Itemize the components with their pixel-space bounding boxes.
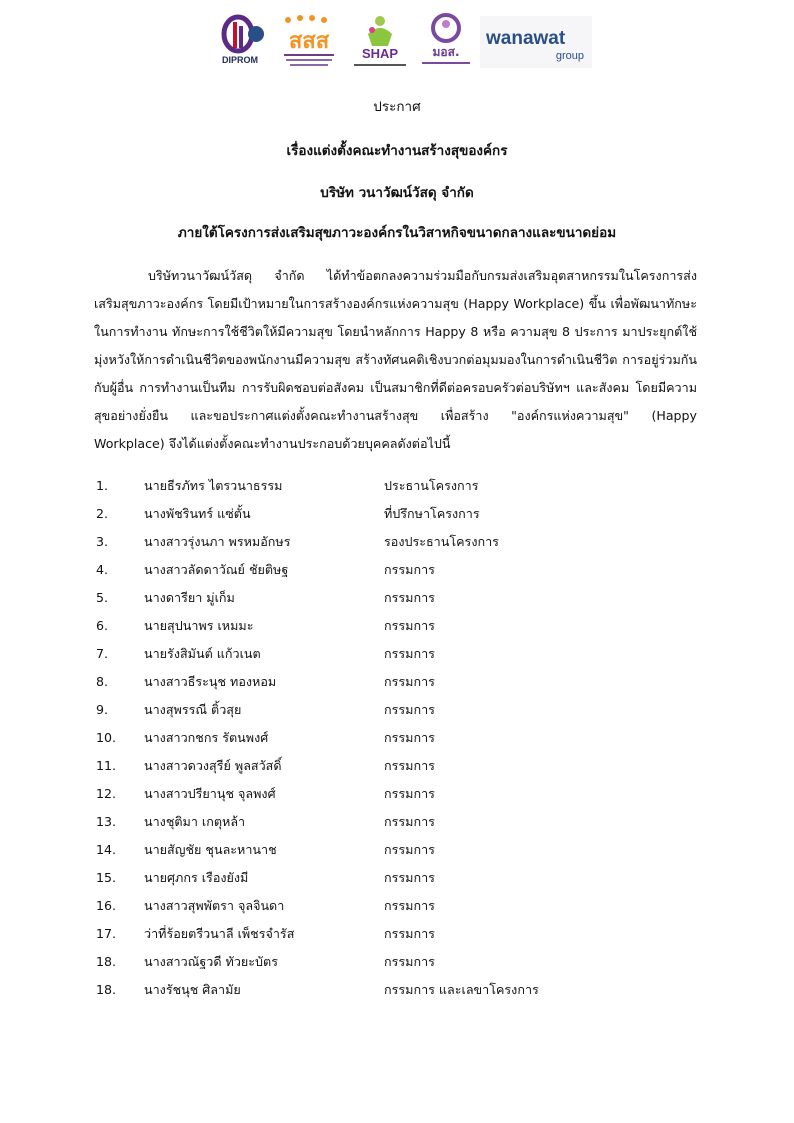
member-role: กรรมการ — [384, 926, 435, 941]
member-number: 18. — [96, 954, 117, 969]
member-row — [96, 472, 716, 500]
announcement-heading: ประกาศ — [373, 99, 421, 115]
wanawat-logo-subtext: group — [555, 50, 584, 62]
member-name: นายธีรภัทร ไตรวนาธรรม — [144, 478, 283, 493]
member-name: นางสาวดวงสุรีย์ พูลสวัสดิ์ — [144, 758, 282, 773]
member-role: กรรมการ — [384, 702, 435, 717]
member-name: นางสาวปรียานุช จุลพงศ์ — [144, 786, 276, 801]
member-name: นายสุปนาพร เหมมะ — [144, 618, 254, 633]
member-name: นางสาวณัฐวดี ทัวยะบัตร — [144, 954, 278, 969]
member-role: ประธานโครงการ — [384, 478, 479, 493]
member-row — [96, 500, 716, 528]
member-number: 3. — [96, 534, 109, 549]
member-number: 17. — [96, 926, 117, 941]
member-name: นางสาวสุพพัตรา จุลจินดา — [144, 898, 285, 913]
member-number: 4. — [96, 562, 109, 577]
member-role: กรรมการ — [384, 618, 435, 633]
member-role: กรรมการ — [384, 674, 435, 689]
member-role: กรรมการ — [384, 870, 435, 885]
member-number: 9. — [96, 702, 109, 717]
member-role: กรรมการ — [384, 954, 435, 969]
body-paragraph: บริษัทวนาวัฒน์วัสดุ จำกัด ได้ทำข้อตกลงความร่วมมือกับกรมส่งเสริมอุตสาหกรรมในโครงการส่งเสริมสุขภาวะองค์กร โดยมีเป้าหมายในการสร้างองค์กรแห่งความสุข (Happy Workplace) ขึ้น เพื่อพัฒนาทักษะในการทำงาน ทักษะการใช้ชีวิตให้มีความสุข โดยนำหลักการ Happy 8 หรือ ความสุข 8 ประการ มาประยุกต์ใช้ มุ่งหวังให้การดำเนินชีวิตของพนักงานมีความสุข สร้างทัศนคติเชิงบวกต่อมุมมองในการดำเนินชีวิต การอยู่ร่วมกันกับผู้อื่น การทำงานเป็นทีม การรับผิดชอบต่อสังคม เป็นสมาชิกที่ดีต่อครอบครัวต่อบริษัทฯ และสังคม โดยมีความสุขอย่างยั่งยืน และขอประกาศแต่งตั้งคณะทำงานสร้างสุข เพื่อสร้าง "องค์กรแห่งความสุข" (Happy Workplace) จึงได้แต่งตั้งคณะทำงานประกอบด้วยบุคคลดังต่อไปนี้ — [94, 268, 697, 451]
member-number: 6. — [96, 618, 109, 633]
member-name: นางสาวธีระนุช ทองหอม — [144, 674, 277, 689]
member-row — [96, 612, 716, 640]
member-number: 2. — [96, 506, 109, 521]
diprom-logo — [218, 12, 268, 72]
member-number: 10. — [96, 730, 117, 745]
shap-logo-text: SHAP — [361, 46, 399, 61]
member-role: กรรมการ — [384, 786, 435, 801]
member-role: กรรมการ — [384, 898, 435, 913]
subject-heading: เรื่องแต่งตั้งคณะทำงานสร้างสุของค์กร — [286, 143, 508, 159]
project-heading: ภายใต้โครงการส่งเสริมสุขภาวะองค์กรในวิสาหกิจขนาดกลางและขนาดย่อม — [177, 225, 617, 241]
member-role: กรรมการ และเลขาโครงการ — [384, 982, 539, 997]
company-heading: บริษัท วนาวัฒน์วัสดุ จำกัด — [320, 185, 474, 201]
member-row — [96, 864, 716, 892]
member-row — [96, 920, 716, 948]
member-name: นางชุติมา เกตุหล้า — [144, 814, 246, 829]
member-name: นางสาวลัดดาวัณย์ ชัยติษฐ — [144, 562, 289, 577]
member-role: กรรมการ — [384, 814, 435, 829]
member-row — [96, 668, 716, 696]
member-number: 18. — [96, 982, 117, 997]
member-number: 15. — [96, 870, 117, 885]
member-row — [96, 892, 716, 920]
mos-logo — [418, 12, 474, 72]
member-name: นายศุภกร เรืองยังมี — [144, 870, 249, 885]
member-role: กรรมการ — [384, 730, 435, 745]
member-number: 16. — [96, 898, 117, 913]
member-row — [96, 724, 716, 752]
member-row — [96, 976, 716, 1004]
member-role: กรรมการ — [384, 758, 435, 773]
member-name: นายสัญชัย ชุนละหานาช — [144, 842, 277, 857]
member-name: นางรัชนุช ศิลามัย — [144, 982, 241, 997]
member-name: นายรังสิมันต์ แก้วเนต — [144, 646, 261, 661]
member-name: นางสาวรุ่งนภา พรหมอักษร — [144, 534, 291, 549]
member-row — [96, 752, 716, 780]
wanawat-logo — [480, 12, 592, 72]
member-role: ที่ปรึกษาโครงการ — [384, 506, 480, 521]
member-row — [96, 640, 716, 668]
member-number: 12. — [96, 786, 117, 801]
member-role: กรรมการ — [384, 590, 435, 605]
member-row — [96, 528, 716, 556]
member-role: รองประธานโครงการ — [384, 534, 499, 549]
member-name: นางพัชรินทร์ แซ่ตั้น — [144, 506, 251, 521]
member-number: 5. — [96, 590, 109, 605]
member-number: 8. — [96, 674, 109, 689]
member-role: กรรมการ — [384, 646, 435, 661]
member-list — [96, 472, 716, 1004]
member-row — [96, 556, 716, 584]
wanawat-logo-text: wanawat — [486, 28, 566, 49]
member-name: นางดารียา มู่เก็ม — [144, 590, 235, 605]
member-row — [96, 780, 716, 808]
member-role: กรรมการ — [384, 842, 435, 857]
member-number: 14. — [96, 842, 117, 857]
member-row — [96, 808, 716, 836]
member-number: 7. — [96, 646, 109, 661]
member-row — [96, 948, 716, 976]
member-row — [96, 584, 716, 612]
member-number: 1. — [96, 478, 109, 493]
member-row — [96, 836, 716, 864]
member-number: 13. — [96, 814, 117, 829]
sss-logo-text: สสส — [288, 29, 330, 54]
member-name: นางสุพรรณี ติ้วสุย — [144, 702, 242, 717]
member-name: ว่าที่ร้อยตรีวนาลี เพ็ชรจำรัส — [144, 926, 295, 941]
diprom-logo-text: DIPROM — [222, 55, 258, 65]
member-number: 11. — [96, 758, 117, 773]
member-name: นางสาวกชกร รัตนพงศ์ — [144, 730, 269, 745]
member-role: กรรมการ — [384, 562, 435, 577]
mos-logo-text: มอส. — [432, 45, 460, 59]
sss-logo — [276, 12, 342, 72]
member-row — [96, 696, 716, 724]
logo-strip — [214, 12, 594, 74]
shap-logo — [350, 12, 410, 72]
